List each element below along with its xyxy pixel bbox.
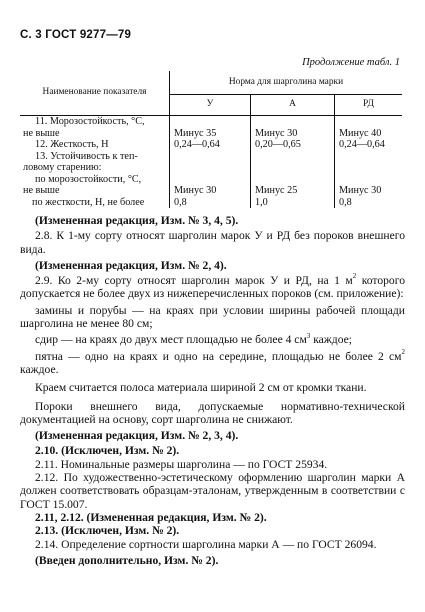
defect-pyatna-text-cont: каждое. — [20, 362, 59, 376]
row-name — [20, 116, 170, 140]
table-continuation-label: Продолжение табл. 1 — [302, 57, 400, 68]
cell-rd: 0,8 — [335, 197, 403, 209]
defect-item-pyatna — [20, 347, 405, 377]
table-row — [20, 174, 402, 197]
cell-a: Минус 25 — [251, 174, 335, 197]
superscript: 2 — [352, 272, 357, 281]
clause-2-9-text-cont: которого допускается не более двух из нижеперечисленных пороков (см. приложение): — [20, 274, 405, 301]
cell-u: 0,8 — [170, 197, 251, 209]
header-indicator-name: Наименование показателя — [20, 71, 170, 116]
row-name-line: 13. Устойчивость к теп- — [35, 150, 138, 162]
cell-rd: Минус 40 — [335, 116, 403, 140]
clause-2-12: 2.12. По художественно-эстетическому оформлению шарголин марки А должен соответствовать образцам-эталонам, утвержденным в соответствии с ГОСТ 15.007. — [20, 471, 405, 511]
clause-2-14: 2.14. Определение сортности шарголина марки А — по ГОСТ 26094. — [35, 537, 377, 551]
revision-note: (Измененная редакция, Изм. № 2, 3, 4). — [35, 429, 239, 443]
row-name — [20, 151, 170, 174]
edge-definition: Краем считается полоса материала шириной 2 см от кромки ткани. — [35, 381, 367, 395]
row-name: по жесткости, Н, не более — [32, 196, 145, 208]
indicators-table — [20, 71, 402, 208]
row-name-line: ловому старению: — [23, 162, 102, 173]
cell-a: 1,0 — [251, 197, 335, 209]
cell-a — [251, 151, 335, 174]
cell-a: Минус 30 — [251, 116, 335, 140]
table-row — [20, 197, 402, 209]
superscript: 3 — [306, 331, 311, 340]
cell-rd: Минус 30 — [335, 174, 403, 197]
revision-note: (Измененная редакция, Изм. № 2, 4). — [35, 258, 227, 272]
clause-2-10 — [20, 444, 405, 457]
defects-note: Пороки внешнего вида, допускаемые нормативно-технической документацией на основу, сорт шарголина не снижают. — [20, 399, 405, 426]
superscript: 2 — [401, 347, 405, 356]
clause-2-13-text: 2.13. (Исключен, Изм. № 2). — [35, 524, 180, 538]
page-header: С. 3 ГОСТ 9277—79 — [20, 29, 132, 41]
row-name-line: 11. Морозостойкость, °С, — [35, 116, 145, 127]
header-norm-group: Норма для шарголина марки — [170, 71, 403, 94]
table-header-row — [20, 71, 402, 94]
table-row — [20, 139, 402, 151]
revision-note: (Измененная редакция, Изм. № 3, 4, 5). — [35, 214, 239, 227]
clause-2-11: 2.11. Номинальные размеры шарголина — по ГОСТ 25934. — [35, 457, 328, 471]
cell-rd: 0,24—0,64 — [335, 139, 403, 151]
table-row — [20, 151, 402, 174]
cell-rd — [335, 151, 403, 174]
row-name-line: по морозостойкости, °С, — [35, 173, 142, 185]
clause-2-13 — [20, 524, 405, 537]
defect-pyatna-text: пятна — одно на краях и одно на середине, площадью не более 2 см — [35, 349, 402, 363]
row-name-line: не выше — [23, 127, 60, 139]
cell-u: Минус 30 — [170, 174, 251, 197]
defect-sdir-text-cont: каждое; — [310, 333, 353, 347]
clause-2-8: 2.8. К 1-му сорту относят шарголин марок У и РД без пороков внешнего вида. — [20, 229, 405, 256]
cell-u: Минус 35 — [170, 116, 251, 140]
defect-item-zaminy: замины и порубы — на краях при условии ширины рабочей площади шарголина не менее 80 см; — [20, 303, 405, 331]
header-grade-u: У — [170, 94, 251, 115]
row-name: 12. Жесткость, Н — [35, 139, 109, 150]
clause-2-10-text: 2.10. (Исключен, Изм. № 2). — [35, 444, 180, 458]
revision-note-text: 2.11, 2.12. (Измененная редакция, Изм. № 2). — [35, 510, 267, 524]
cell-a: 0,20—0,65 — [251, 139, 335, 151]
header-grade-a: А — [251, 94, 335, 115]
header-grade-rd: РД — [335, 94, 403, 115]
cell-u: 0,24—0,64 — [170, 139, 251, 151]
row-name — [20, 174, 170, 197]
table-row — [20, 116, 402, 140]
row-name-line: не выше — [23, 185, 60, 196]
defect-item-sdir — [20, 333, 405, 346]
cell-u — [170, 151, 251, 174]
revision-note-2-11-2-12 — [20, 511, 405, 524]
clause-2-9 — [20, 274, 405, 301]
body-text — [20, 211, 405, 569]
defect-sdir-text: сдир — на краях до двух мест площадью не более 4 см — [35, 333, 307, 347]
addition-note: (Введен дополнительно, Изм. № 2). — [35, 553, 219, 567]
clause-2-9-text: 2.9. Ко 2-му сорту относят шарголин марок У и РД, на 1 м — [35, 274, 353, 288]
